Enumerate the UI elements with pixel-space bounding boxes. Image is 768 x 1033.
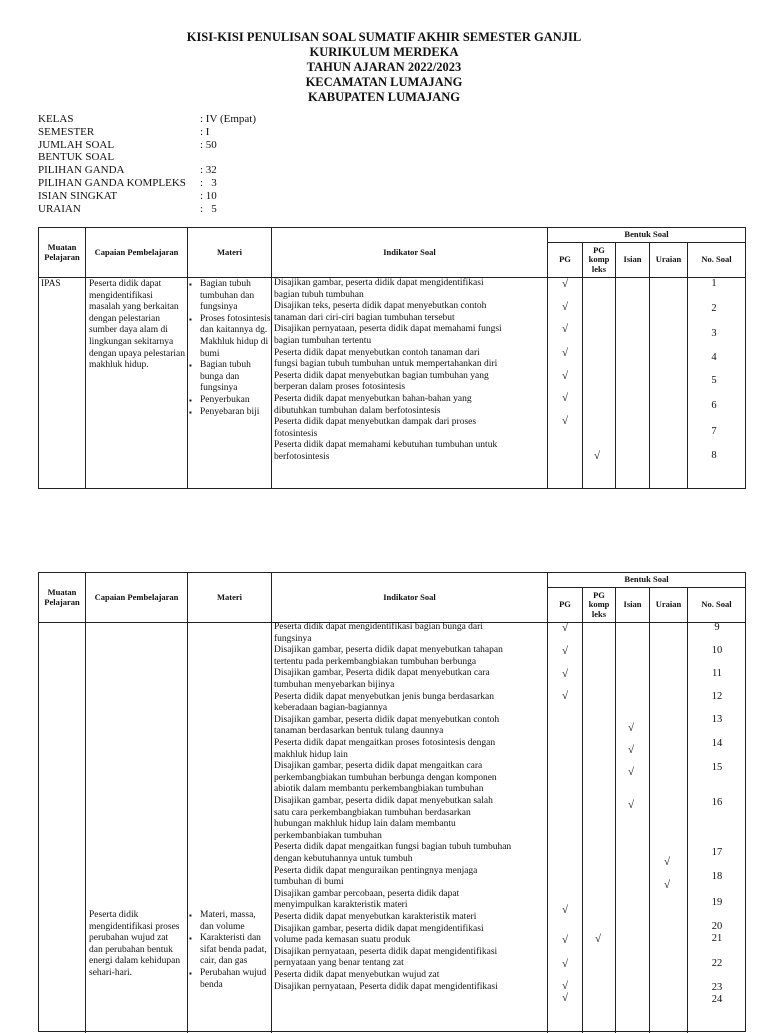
pg-check-mark: √ bbox=[561, 347, 569, 359]
row-divider bbox=[547, 587, 746, 588]
info-value: : 50 bbox=[200, 138, 217, 151]
indicator-line: fungsi bagian tubuh tumbuhan untuk mempertahankan diri bbox=[274, 359, 498, 370]
title-line: KABUPATEN LUMAJANG bbox=[308, 90, 460, 104]
header-pg-kompleks: PG komp leks bbox=[588, 589, 610, 619]
indicator-line: bagian tumbuhan tertentu bbox=[274, 336, 372, 346]
col-divider bbox=[615, 587, 616, 1033]
col-divider bbox=[271, 228, 272, 489]
title-line: KURIKULUM MERDEKA bbox=[309, 45, 459, 59]
pg-check-mark: √ bbox=[561, 645, 569, 657]
indicator-line: Disajikan gambar, peserta didik dapat mengidentifikasi bbox=[274, 923, 484, 934]
info-row-kelas bbox=[38, 113, 438, 126]
question-number: 21 bbox=[711, 933, 723, 944]
indicator-line: fungsinya bbox=[274, 633, 312, 644]
indicator-line: hubungan makhluk hidup lain dalam membantu bbox=[274, 819, 456, 830]
isian-check-mark: √ bbox=[627, 722, 635, 734]
indicator-line: keberadaan bagian-bagiannya bbox=[274, 703, 388, 714]
header-muatan: Muatan Pelajaran bbox=[44, 242, 80, 262]
question-number: 5 bbox=[711, 375, 717, 386]
question-number: 13 bbox=[711, 714, 723, 725]
col-divider bbox=[187, 228, 188, 489]
question-number: 19 bbox=[711, 897, 723, 908]
question-number: 15 bbox=[711, 762, 723, 773]
question-number: 12 bbox=[711, 691, 723, 702]
indicator-line: Disajikan gambar, peserta didik dapat menyebutkan tahapan bbox=[274, 645, 503, 656]
indicator-line: menyimpulkan karakteristik materi bbox=[274, 900, 408, 911]
col-divider bbox=[687, 242, 688, 489]
pg-check-mark: √ bbox=[561, 323, 569, 335]
isian-check-mark: √ bbox=[627, 744, 635, 756]
col-divider bbox=[85, 228, 86, 489]
indicator-line: Disajikan pernyataan, peserta didik dapat mengidentifikasi bbox=[274, 946, 498, 957]
pg-check-mark: √ bbox=[561, 370, 569, 382]
question-number: 11 bbox=[711, 668, 723, 679]
info-row-isian-singkat bbox=[38, 190, 438, 203]
question-number: 20 bbox=[711, 921, 723, 932]
col-divider bbox=[687, 587, 688, 1033]
header-materi: Materi bbox=[216, 591, 242, 602]
indicator-line: tanaman dari ciri-ciri bagian tumbuhan tersebut bbox=[274, 312, 455, 323]
question-number: 9 bbox=[714, 622, 720, 633]
indicator-line: Peserta didik dapat menyebutkan bagian tumbuhan yang bbox=[274, 370, 489, 381]
header-bentuk-soal: Bentuk Soal bbox=[624, 574, 669, 585]
indicator-line: dibutuhkan tumbuhan dalam berfotosintesis bbox=[274, 405, 441, 416]
header-indikator: Indikator Soal bbox=[383, 246, 436, 257]
header-pg-kompleks: PG komp leks bbox=[588, 244, 610, 274]
pg-check-mark: √ bbox=[561, 934, 569, 946]
indicator-line: volume pada kemasan suatu produk bbox=[274, 935, 411, 946]
pg-check-mark: √ bbox=[561, 278, 569, 290]
pg-check-mark: √ bbox=[561, 690, 569, 702]
indicator-line: perkembanbiakan tumbuhan bbox=[274, 830, 382, 841]
question-number: 8 bbox=[711, 450, 717, 461]
document-title bbox=[0, 30, 768, 105]
header-materi: Materi bbox=[216, 246, 242, 257]
info-row-pilihan-ganda bbox=[38, 164, 438, 177]
col-divider bbox=[271, 573, 272, 1033]
indicator-line: Peserta didik dapat menyebutkan dampak dari proses bbox=[274, 417, 477, 428]
question-number: 22 bbox=[711, 958, 723, 969]
pg-check-mark: √ bbox=[561, 992, 569, 1004]
header-pg: PG bbox=[559, 599, 571, 610]
indicator-line: tanaman berdasarkan bentuk tulang daunnya bbox=[274, 726, 444, 737]
col-divider bbox=[649, 587, 650, 1033]
header-muatan: Muatan Pelajaran bbox=[44, 587, 80, 607]
materi-item: ▪ Proses fotosintesis dan kaitannya dg. Makhluk hidup di bumi bbox=[189, 314, 271, 360]
header-bentuk-soal: Bentuk Soal bbox=[624, 229, 669, 240]
indicator-line: Peserta didik dapat menguraikan pentingnya menjaga bbox=[274, 865, 478, 876]
question-number: 4 bbox=[711, 352, 717, 363]
materi-item: ▪ Penyerbukan bbox=[189, 395, 271, 407]
indicator-line: Disajikan teks, peserta didik dapat menyebutkan contoh bbox=[274, 301, 487, 312]
info-value: : 10 bbox=[200, 189, 217, 202]
info-row-uraian bbox=[38, 203, 438, 216]
pg-check-mark: √ bbox=[561, 622, 569, 634]
indicator-line: tertentu pada perkembangbiakan tumbuhan berbunga bbox=[274, 656, 477, 667]
info-label: KELAS bbox=[38, 113, 74, 125]
indicator-line: Peserta didik dapat menyebutkan karakteristik materi bbox=[274, 912, 477, 922]
info-value: : IV (Empat) bbox=[200, 113, 257, 125]
indicator-line: Peserta didik dapat menyebutkan bahan-bahan yang bbox=[274, 394, 472, 404]
header-no-soal: No. Soal bbox=[701, 599, 732, 610]
question-number: 2 bbox=[711, 303, 717, 314]
header-uraian: Uraian bbox=[655, 599, 682, 610]
col-divider bbox=[582, 587, 583, 1033]
indicator-line: Peserta didik dapat mengaitkan fungsi bagian tubuh tumbuhan bbox=[274, 842, 512, 853]
title-line: KISI-KISI PENULISAN SOAL SUMATIF AKHIR SEMESTER GANJIL bbox=[186, 30, 582, 44]
indicator-line: Disajikan gambar, peserta didik dapat mengaitkan cara bbox=[274, 761, 483, 772]
indicator-line: pernyataan yang benar tentang zat bbox=[274, 958, 404, 969]
col-divider bbox=[547, 228, 548, 489]
info-value: : I bbox=[200, 125, 210, 138]
question-number: 14 bbox=[711, 738, 723, 749]
indicator-line: tumbuhan menyebarkan bijinya bbox=[274, 680, 395, 690]
indicator-line: Disajikan pernyataan, Peserta didik dapat mengidentifikasi bbox=[274, 981, 498, 992]
question-number: 24 bbox=[711, 994, 723, 1005]
col-divider bbox=[187, 573, 188, 1033]
indicator-line: makhluk hidup lain bbox=[274, 749, 348, 760]
pg-check-mark: √ bbox=[561, 980, 569, 992]
materi-item: ▪ Karakteristi dan sifat benda padat, cair, dan gas bbox=[189, 933, 271, 968]
indicator-line: Disajikan gambar, peserta didik dapat menyebutkan salah bbox=[274, 796, 493, 806]
info-label: URAIAN bbox=[38, 202, 81, 215]
title-line: TAHUN AJARAN 2022/2023 bbox=[306, 60, 462, 74]
question-number: 1 bbox=[711, 278, 717, 289]
question-number: 10 bbox=[711, 645, 723, 656]
header-capaian: Capaian Pembelajaran bbox=[94, 246, 179, 257]
info-row-bentuk-soal bbox=[38, 151, 438, 164]
capaian-pembelajaran: Peserta didik mengidentifikasi proses perubahan wujud zat dan perubahan bentuk energi dalam kehidupan sehari-hari. bbox=[89, 910, 181, 978]
indicator-line: Peserta didik dapat memahami kebutuhan tumbuhan untuk bbox=[274, 440, 498, 451]
info-label: BENTUK SOAL bbox=[38, 151, 115, 164]
info-label: PILIHAN GANDA KOMPLEKS bbox=[38, 176, 186, 189]
question-number: 23 bbox=[711, 982, 723, 993]
indicator-line: Disajikan gambar, Peserta didik dapat menyebutkan cara bbox=[274, 668, 490, 679]
question-number: 6 bbox=[711, 400, 717, 411]
info-row-jumlah-soal bbox=[38, 139, 438, 152]
pg-check-mark: √ bbox=[561, 958, 569, 970]
pg-check-mark: √ bbox=[561, 904, 569, 916]
uraian-check-mark: √ bbox=[663, 879, 671, 891]
indicator-line: Peserta didik dapat mengidentifikasi bagian bunga dari bbox=[274, 622, 483, 632]
indicator-line: Disajikan gambar, peserta didik dapat menyebutkan contoh bbox=[274, 714, 500, 725]
materi-list bbox=[189, 910, 271, 991]
materi-item: ▪ Bagian tubuh bunga dan fungsinya bbox=[189, 360, 271, 395]
header-no-soal: No. Soal bbox=[701, 254, 732, 265]
info-label: PILIHAN GANDA bbox=[38, 164, 125, 177]
header-indikator: Indikator Soal bbox=[383, 591, 436, 602]
indicator-line: Disajikan pernyataan, peserta didik dapat memahami fungsi bbox=[274, 324, 502, 335]
col-divider bbox=[547, 573, 548, 1033]
materi-item: ▪ Penyebaran biji bbox=[189, 407, 271, 419]
capaian-pembelajaran: Peserta didik dapat mengidentifikasi masalah yang berkaitan dengan pelestarian sumber daya alam di lingkungan sekitarnya dengan upaya pelestarian makhluk hidup. bbox=[89, 279, 186, 371]
materi-item: ▪ Materi, massa, dan volume bbox=[189, 910, 271, 933]
info-label: JUMLAH SOAL bbox=[38, 138, 115, 151]
header-isian: Isian bbox=[623, 599, 642, 610]
indicator-line: abiotik dalam membantu perkembangbiakan tumbuhan bbox=[274, 784, 484, 795]
isian-check-mark: √ bbox=[627, 799, 635, 811]
header-capaian: Capaian Pembelajaran bbox=[94, 591, 179, 602]
indicator-line: berperan dalam proses fotosintesis bbox=[274, 382, 406, 393]
question-number: 17 bbox=[711, 847, 723, 858]
row-divider bbox=[547, 242, 746, 243]
indicator-line: Disajikan gambar percobaan, peserta didik dapat bbox=[274, 888, 460, 899]
info-block bbox=[38, 113, 438, 215]
question-number: 16 bbox=[711, 797, 723, 808]
materi-item: ▪ Bagian tubuh tumbuhan dan fungsinya bbox=[189, 279, 271, 314]
question-number: 7 bbox=[711, 426, 717, 437]
isian-check-mark: √ bbox=[593, 450, 601, 462]
indicator-line: berfotosintesis bbox=[274, 452, 330, 462]
indicator-line: Peserta didik dapat menyebutkan contoh tanaman dari bbox=[274, 347, 480, 358]
indicator-line: satu cara perkembangbiakan tumbuhan berdasarkan bbox=[274, 807, 471, 818]
indicator-line: Peserta didik dapat menyebutkan wujud zat bbox=[274, 970, 440, 980]
kisi-table-2 bbox=[38, 572, 746, 1032]
title-line: KECAMATAN LUMAJANG bbox=[305, 75, 463, 89]
info-value: : 5 bbox=[200, 202, 217, 215]
info-row-pg-kompleks bbox=[38, 177, 438, 190]
indicator-line: dengan kebutuhannya untuk tumbuh bbox=[274, 854, 413, 864]
info-label: ISIAN SINGKAT bbox=[38, 189, 118, 202]
indicator-line: perkembangbiakan tumbuhan berbunga dengan komponen bbox=[274, 772, 497, 783]
materi-item: ▪ Perubahan wujud benda bbox=[189, 968, 271, 991]
col-divider bbox=[582, 242, 583, 489]
col-divider bbox=[85, 573, 86, 1033]
info-value: : 3 bbox=[200, 176, 217, 189]
uraian-check-mark: √ bbox=[663, 856, 671, 868]
isian-check-mark: √ bbox=[627, 766, 635, 778]
muatan-pelajaran: IPAS bbox=[41, 279, 61, 289]
indicator-line: bagian tubuh tumbuhan bbox=[274, 289, 364, 300]
header-pg: PG bbox=[559, 254, 571, 265]
info-label: SEMESTER bbox=[38, 125, 95, 138]
info-value: : 32 bbox=[200, 164, 217, 177]
pg-check-mark: √ bbox=[561, 415, 569, 427]
header-isian: Isian bbox=[623, 254, 642, 265]
pg-check-mark: √ bbox=[561, 392, 569, 404]
pgk-check-mark: √ bbox=[594, 933, 602, 945]
pg-check-mark: √ bbox=[561, 301, 569, 313]
pg-check-mark: √ bbox=[561, 668, 569, 680]
indicator-line: tumbuhan di bumi bbox=[274, 877, 344, 888]
kisi-table-1 bbox=[38, 227, 746, 489]
materi-list bbox=[189, 279, 271, 418]
info-row-semester bbox=[38, 126, 438, 139]
indicator-line: Peserta didik dapat mengaitkan proses fotosintesis dengan bbox=[274, 738, 496, 748]
header-uraian: Uraian bbox=[655, 254, 682, 265]
col-divider bbox=[649, 242, 650, 489]
indicator-line: Peserta didik dapat menyebutkan jenis bunga berdasarkan bbox=[274, 691, 495, 702]
question-number: 18 bbox=[711, 871, 723, 882]
indicator-line: Disajikan gambar, peserta didik dapat mengidentifikasi bbox=[274, 278, 484, 288]
question-number: 3 bbox=[711, 328, 717, 339]
col-divider bbox=[615, 242, 616, 489]
indicator-line: fotosintesis bbox=[274, 428, 318, 439]
